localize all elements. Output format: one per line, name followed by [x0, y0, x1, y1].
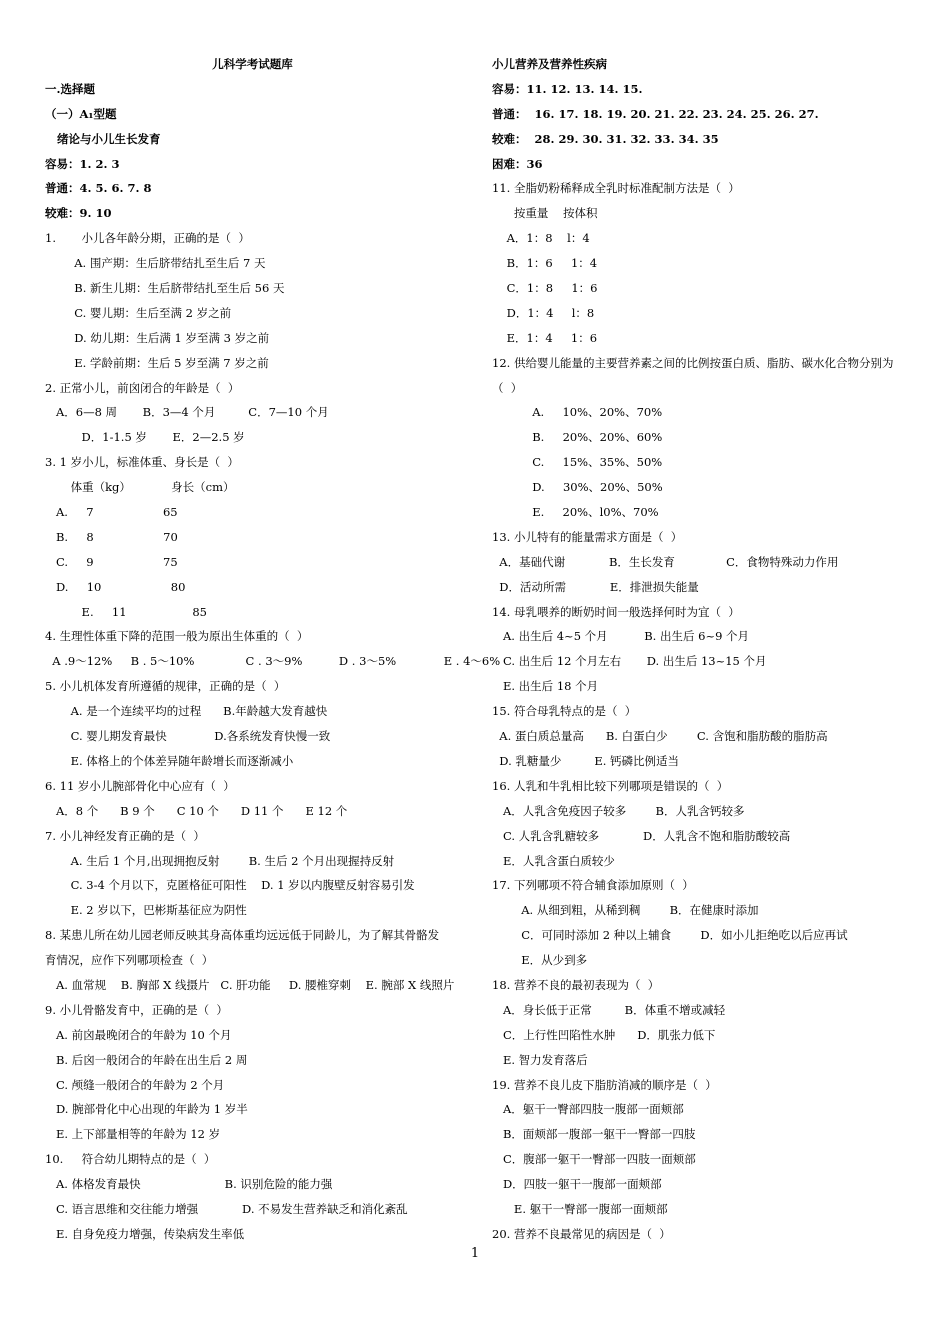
left-column-line: A. 血常规 B. 胸部 X 线摄片 C. 肝功能 D. 腰椎穿刺 E. 腕部 X 线照片: [45, 977, 455, 992]
left-column-line: 8. 某患儿所在幼儿园老师反映其身高体重均远远低于同龄儿，为了解其骨骼发: [45, 928, 440, 943]
right-column-line: 较难： 28. 29. 30. 31. 32. 33. 34. 35: [492, 131, 719, 146]
right-column-line: A．身长低于正常 B．体重不增或减轻: [492, 1002, 726, 1017]
right-column-line: D．1：4 l：8: [492, 305, 595, 320]
left-column-line: C. 9 75: [45, 554, 178, 569]
left-column-line: 育情况，应作下列哪项检查（ ）: [45, 953, 214, 968]
right-column-line: 按重量 按体积: [492, 206, 598, 221]
right-column-line: C．上行性凹陷性水肿 D．肌张力低下: [492, 1027, 716, 1042]
left-column-line: 6. 11 岁小儿腕部骨化中心应有（ ）: [45, 778, 235, 793]
left-column-line: B. 新生儿期：生后脐带结扎至生后 56 天: [45, 281, 285, 296]
left-column-line: C. 语言思维和交往能力增强 D. 不易发生营养缺乏和消化紊乱: [45, 1201, 408, 1216]
left-column-line: C. 婴儿期：生后至满 2 岁之前: [45, 305, 232, 320]
right-column-line: A. 出生后 4~5 个月 B. 出生后 6~9 个月: [492, 629, 750, 644]
left-column-line: A .9～12% B . 5～10% C . 3～9% D . 3～5% E . 4～6%: [45, 654, 501, 669]
left-column-line: C. 颅缝一般闭合的年龄为 2 个月: [45, 1077, 225, 1092]
left-column-line: 一.选择题: [45, 81, 96, 96]
left-column-line: 9. 小儿骨骼发育中，正确的是（ ）: [45, 1002, 228, 1017]
right-column-line: E. 智力发育落后: [492, 1052, 588, 1067]
right-column-line: 12. 供给婴儿能量的主要营养素之间的比例按蛋白质、脂肪、碳水化合物分别为: [492, 355, 894, 370]
right-column-line: C．可同时添加 2 种以上辅食 D．如小儿拒绝吃以后应再试: [492, 928, 848, 943]
right-column-line: C. 15%、35%、50%: [492, 455, 663, 470]
left-column-line: 体重（kg） 身长（cm）: [45, 480, 235, 495]
left-column-line: 较难：9. 10: [45, 206, 112, 221]
right-column-line: 17. 下列哪项不符合辅食添加原则（ ）: [492, 878, 694, 893]
left-column-line: A. 7 65: [45, 505, 178, 520]
right-column-line: E. 20%、l0%、70%: [492, 505, 659, 520]
left-column-line: A. 生后 1 个月,出现拥抱反射 B. 生后 2 个月出现握持反射: [45, 853, 395, 868]
right-column-line: C．腹部一躯干一臀部一四肢一面颊部: [492, 1152, 696, 1167]
right-column-line: B. 20%、20%、60%: [492, 430, 663, 445]
left-column-line: E. 体格上的个体差异随年龄增长而逐渐减小: [45, 753, 294, 768]
right-column-line: C. 人乳含乳糖较多 D．人乳含不饱和脂肪酸较高: [492, 828, 791, 843]
right-column-line: D. 乳糖量少 E. 钙磷比例适当: [492, 753, 680, 768]
right-column-line: A．人乳含免疫因子较多 B．人乳含钙较多: [492, 803, 745, 818]
right-column-line: A．基础代谢 B．生长发育 C．食物特殊动力作用: [492, 554, 839, 569]
left-column-line: C. 婴儿期发育最快 D.各系统发育快慢一致: [45, 729, 331, 744]
left-column-line: A．8 个 B 9 个 C 10 个 D 11 个 E 12 个: [45, 803, 348, 818]
left-column-line: A. 体格发育最快 B. 识别危险的能力强: [45, 1177, 333, 1192]
left-column-line: （一）A₁型题: [45, 106, 117, 121]
left-column-line: A．6—8 周 B．3—4 个月 C．7—10 个月: [45, 405, 329, 420]
right-column-line: D．活动所需 E．排泄损失能量: [492, 579, 699, 594]
left-column-line: A. 前囟最晚闭合的年龄为 10 个月: [45, 1027, 232, 1042]
left-column-line: A. 围产期：生后脐带结扎至生后 7 天: [45, 256, 266, 271]
left-column-line: D．1-1.5 岁 E．2—2.5 岁: [45, 430, 245, 445]
left-column-line: 儿科学考试题库: [212, 57, 293, 71]
left-column-line: D. 幼儿期：生后满 1 岁至满 3 岁之前: [45, 330, 270, 345]
left-column-line: 3. 1 岁小儿，标准体重、身长是（ ）: [45, 455, 239, 470]
right-column-line: D．四肢一躯干一腹部一面颊部: [492, 1177, 662, 1192]
right-column-line: E．人乳含蛋白质较少: [492, 853, 615, 868]
right-column-line: E. 躯干一臀部一腹部一面颊部: [492, 1201, 668, 1216]
left-column-line: E. 自身免疫力增强，传染病发生率低: [45, 1226, 245, 1241]
left-column-line: 绪论与小儿生长发育: [45, 131, 161, 146]
right-column-line: 15. 符合母乳特点的是（ ）: [492, 704, 637, 719]
right-column-line: 14. 母乳喂养的断奶时间一般选择何时为宜（ ）: [492, 604, 740, 619]
right-column-line: 13. 小儿特有的能量需求方面是（ ）: [492, 529, 683, 544]
right-column-line: A．躯干一臀部四肢一腹部一面颊部: [492, 1102, 684, 1117]
right-column-line: 19. 营养不良儿皮下脂肪消减的顺序是（ ）: [492, 1077, 717, 1092]
left-column-line: B. 8 70: [45, 529, 178, 544]
left-column-line: 普通：4. 5. 6. 7. 8: [45, 181, 152, 196]
left-column-line: D. 腕部骨化中心出现的年龄为 1 岁半: [45, 1102, 248, 1117]
left-column: [45, 52, 501, 1247]
left-column-line: 5. 小儿机体发育所遵循的规律，正确的是（ ）: [45, 679, 286, 694]
right-column-line: A. 蛋白质总量高 B. 白蛋白少 C. 含饱和脂肪酸的脂肪高: [492, 729, 828, 744]
right-column-line: E．1：4 1：6: [492, 330, 598, 345]
right-column-line: 18. 营养不良的最初表现为（ ）: [492, 977, 660, 992]
right-column-line: 11. 全脂奶粉稀释成全乳时标准配制方法是（ ）: [492, 181, 740, 196]
left-column-line: D. 10 80: [45, 579, 186, 594]
right-column-line: （ ）: [492, 380, 523, 395]
right-column-line: 16. 人乳和牛乳相比较下列哪项是错误的（ ）: [492, 778, 729, 793]
right-column-line: C. 出生后 12 个月左右 D. 出生后 13~15 个月: [492, 654, 767, 669]
left-column-line: A. 是一个连续平均的过程 B.年龄越大发育越快: [45, 704, 328, 719]
right-column-line: E．从少到多: [492, 953, 588, 968]
right-column-line: 困难：36: [492, 156, 543, 171]
left-column-line: E. 学龄前期：生后 5 岁至满 7 岁之前: [45, 355, 269, 370]
right-column-line: 20. 营养不良最常见的病因是（ ）: [492, 1226, 671, 1241]
right-column-line: C．1：8 1：6: [492, 281, 598, 296]
left-column-line: E. 2 岁以下，巴彬斯基征应为阴性: [45, 903, 247, 918]
right-column: [492, 52, 912, 1247]
left-column-line: B. 后囟一般闭合的年龄在出生后 2 周: [45, 1052, 248, 1067]
left-column-line: E. 11 85: [45, 604, 207, 619]
left-column-line: 1. 小儿各年龄分期，正确的是（ ）: [45, 231, 250, 246]
right-column-line: B．1：6 1：4: [492, 256, 598, 271]
left-column-line: 10. 符合幼儿期特点的是（ ）: [45, 1152, 216, 1167]
right-column-line: 普通： 16. 17. 18. 19. 20. 21. 22. 23. 24. 25. 26. 27.: [492, 106, 819, 121]
left-column-line: E. 上下部量相等的年龄为 12 岁: [45, 1127, 221, 1142]
right-column-line: D. 30%、20%、50%: [492, 480, 663, 495]
right-column-line: A. 从细到粗，从稀到稠 B．在健康时添加: [492, 903, 759, 918]
left-column-line: 7. 小儿神经发育正确的是（ ）: [45, 828, 205, 843]
left-column-line: 容易：1. 2. 3: [45, 156, 120, 171]
page-number: 1: [470, 1246, 480, 1261]
right-column-line: 容易：11. 12. 13. 14. 15.: [492, 81, 643, 96]
left-column-line: 4. 生理性体重下降的范围一般为原出生体重的（ ）: [45, 629, 309, 644]
right-column-line: A．1：8 l：4: [492, 231, 590, 246]
left-column-line: C. 3-4 个月以下，克匿格征可阳性 D. 1 岁以内腹壁反射容易引发: [45, 878, 415, 893]
right-column-line: 小儿营养及营养性疾病: [492, 57, 607, 71]
right-column-line: B．面颊部一腹部一躯干一臀部一四肢: [492, 1127, 696, 1142]
right-column-line: A. 10%、20%、70%: [492, 405, 663, 420]
right-column-line: E. 出生后 18 个月: [492, 679, 599, 694]
left-column-line: 2. 正常小儿，前囟闭合的年龄是（ ）: [45, 380, 240, 395]
